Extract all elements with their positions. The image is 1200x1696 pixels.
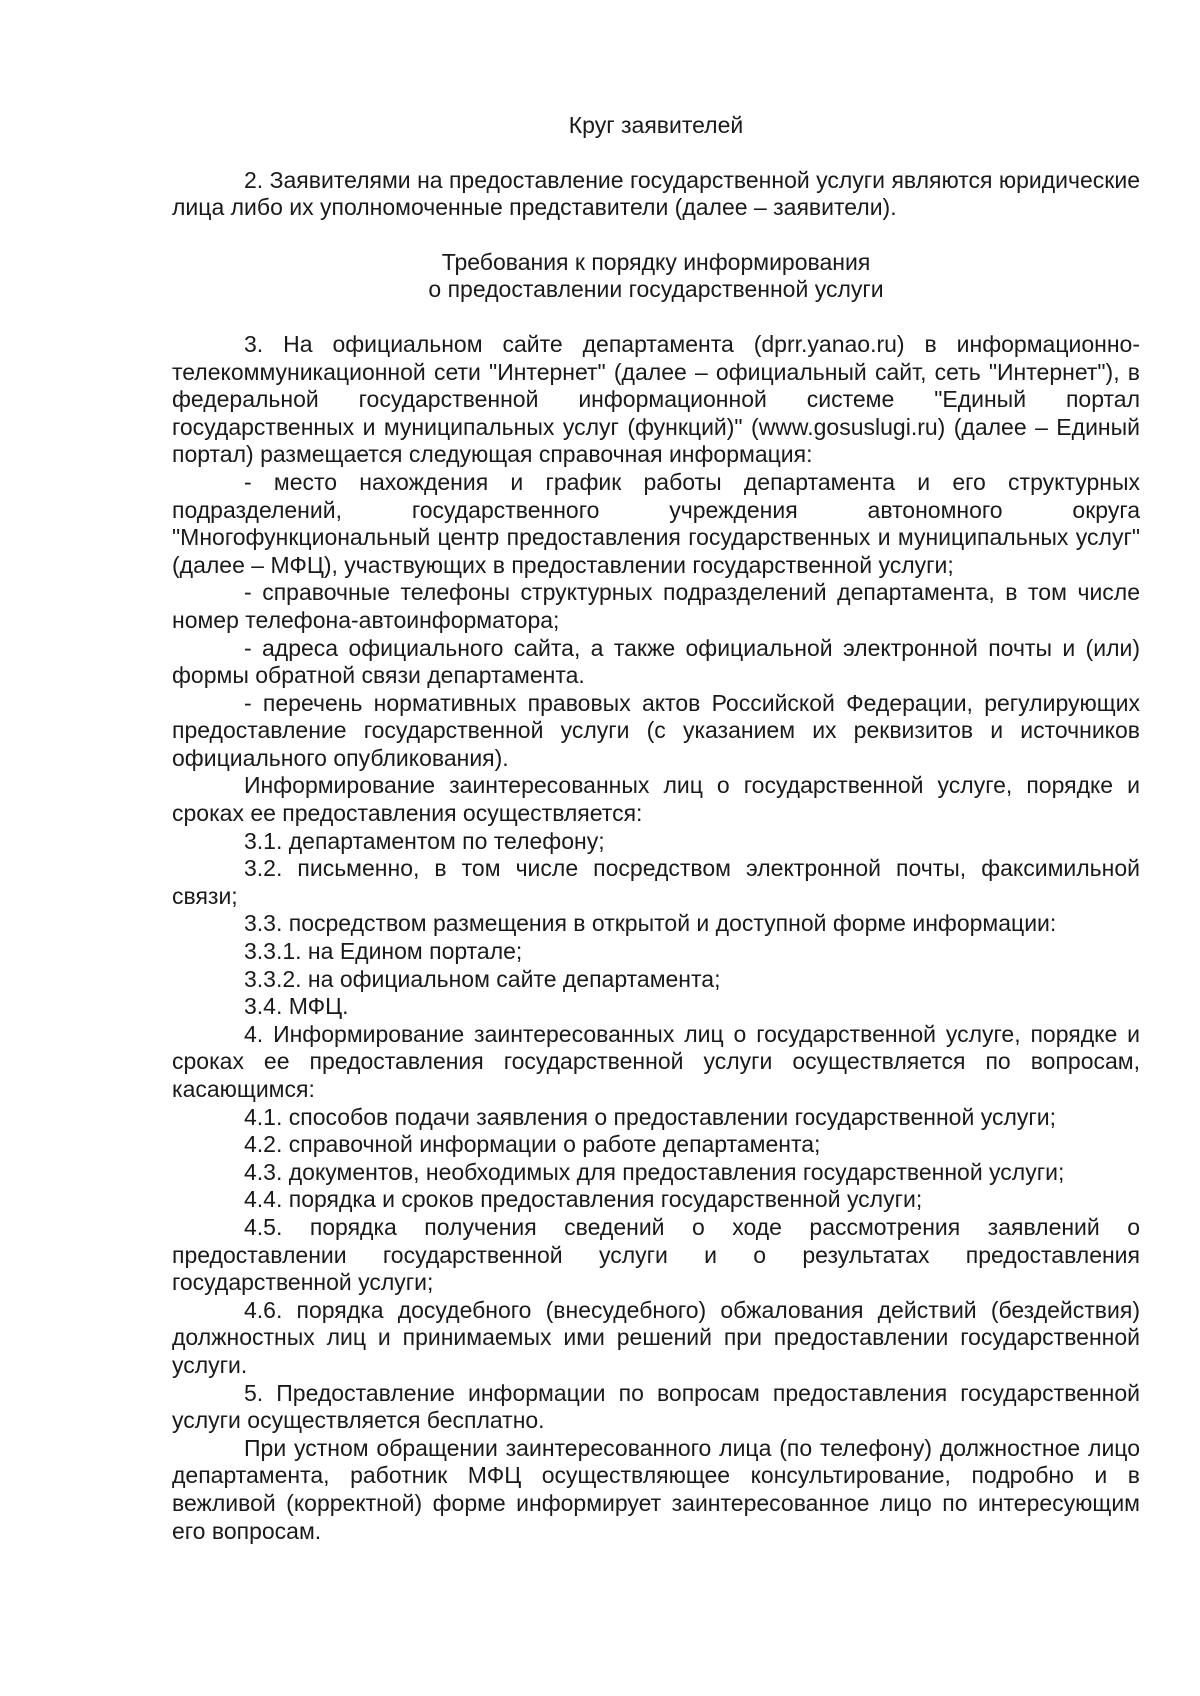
item-3-2: 3.2. письменно, в том числе посредством электронной почты, факсимильной связи; [172, 855, 1140, 909]
paragraph-informing: Информирование заинтересованных лиц о государственной услуге, порядке и сроках ее предоставления осуществляется: [172, 772, 1140, 827]
item-4-3: 4.3. документов, необходимых для предоставления государственной услуги; [244, 1158, 1065, 1185]
heading-informing-requirements [172, 249, 1140, 304]
paragraph-3: 3. На официальном сайте департамента (dprr.yanao.ru) в информационно-телекоммуникационной сети "Интернет" (далее – официальный сайт, сеть "Интернет"), в федеральной государственной информационной системе "Единый портал государственных и муниципальных услуг (функций)" (www.gosuslugi.ru) (далее – Единый портал) размещается следующая справочная информация: [172, 330, 1140, 468]
item-4-4: 4.4. порядка и сроков предоставления государственной услуги; [244, 1186, 923, 1213]
heading-line-1: Требования к порядку информирования [441, 248, 871, 275]
list-item-location-schedule: - место нахождения и график работы департамента и его структурных подразделений, государственного учреждения автономного округа "Многофункциональный центр предоставления государственных и муниципальных услуг" (далее – МФЦ), участвующих в предоставлении государственной услуги; [172, 468, 1140, 578]
paragraph-2: 2. Заявителями на предоставление государственной услуги являются юридические лица либо их уполномоченные представители (далее – заявители). [172, 166, 1140, 221]
document-page [172, 112, 1140, 1545]
item-3-4: 3.4. МФЦ. [244, 993, 349, 1020]
paragraph-4: 4. Информирование заинтересованных лиц о государственной услуге, порядке и сроках ее предоставления государственной услуги осуществляется по вопросам, касающимся: [172, 1020, 1140, 1102]
heading-applicants: Круг заявителей [568, 112, 744, 138]
list-item-phones: - справочные телефоны структурных подразделений департамента, в том числе номер телефона-автоинформатора; [172, 579, 1140, 633]
item-3-3-2: 3.3.2. на официальном сайте департамента; [244, 965, 721, 992]
list-item-addresses: - адреса официального сайта, а также официальной электронной почты и (или) формы обратной связи департамента. [172, 634, 1140, 689]
item-4-6: 4.6. порядка досудебного (внесудебного) обжалования действий (бездействия) должностных лиц и принимаемых ими решений при предоставлении государственной услуги. [172, 1296, 1140, 1378]
item-4-1: 4.1. способов подачи заявления о предоставлении государственной услуги; [244, 1103, 1056, 1130]
item-4-5: 4.5. порядка получения сведений о ходе рассмотрения заявлений о предоставлении государственной услуги и о результатах предоставления государственной услуги; [172, 1213, 1140, 1296]
item-3-3: 3.3. посредством размещения в открытой и доступной форме информации: [244, 910, 1057, 937]
paragraph-oral-request: При устном обращении заинтересованного лица (по телефону) должностное лицо департамента, работник МФЦ осуществляющее консультирование, подробно и в вежливой (корректной) форме информирует заинтересованное лицо по интересующим его вопросам. [172, 1434, 1140, 1544]
item-3-3-1: 3.3.1. на Едином портале; [244, 938, 523, 965]
list-item-legal-acts: - перечень нормативных правовых актов Российской Федерации, регулирующих предоставление государственной услуги (с указанием их реквизитов и источников официального опубликования). [172, 689, 1140, 771]
item-4-2: 4.2. справочной информации о работе департамента; [244, 1131, 821, 1158]
item-3-1: 3.1. департаментом по телефону; [244, 827, 605, 854]
paragraph-5: 5. Предоставление информации по вопросам предоставления государственной услуги осуществляется бесплатно. [172, 1379, 1140, 1434]
heading-line-2: о предоставлении государственной услуги [428, 276, 884, 303]
